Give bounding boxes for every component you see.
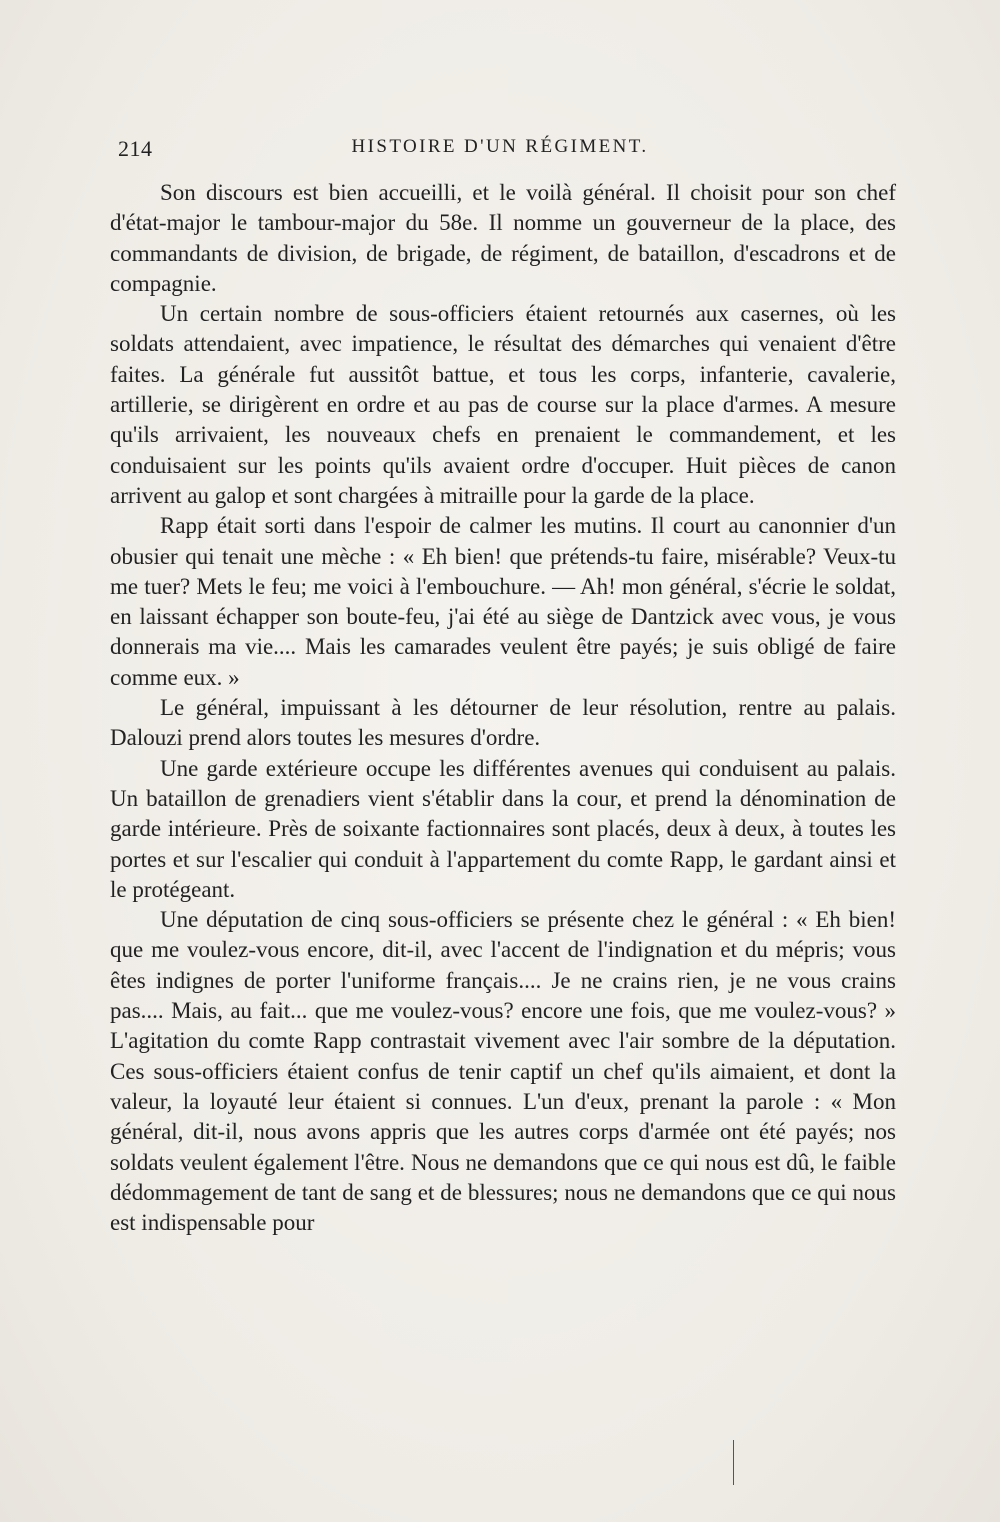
- scan-artifact-line: [733, 1440, 734, 1485]
- page-number: 214: [118, 136, 153, 161]
- running-head: HISTOIRE D'UN RÉGIMENT.: [351, 136, 649, 157]
- paragraph: Le général, impuissant à les détourner de leur résolution, rentre au palais. Dalouzi prend alors toutes les mesures d'ordre.: [110, 695, 896, 751]
- paragraph: Rapp était sorti dans l'espoir de calmer les mutins. Il court au canonnier d'un obusier qui tenait une mèche : « Eh bien! que prétends-tu faire, misérable? Veux-tu me tuer? Mets le feu; me voici à l'embouchure. — Ah! mon général, s'écrie le soldat, en laissant échapper son boute-feu, j'ai été au siège de Dantzick avec vous, je vous donnerais ma vie.... Mais les camarades veulent être payés; je suis obligé de faire comme eux. »: [110, 513, 896, 690]
- paragraph: Une députation de cinq sous-officiers se présente chez le général : « Eh bien! que me voulez-vous encore, dit-il, avec l'accent de l'indignation et du mépris; vous êtes indignes de porter l'uniforme français.... Je ne crains rien, je ne vous crains pas.... Mais, au fait... que me voulez-vous? encore une fois, que me voulez-vous? » L'agitation du comte Rapp contrastait vivement avec l'air sombre de la députation. Ces sous-officiers étaient confus de tenir captif un chef qu'ils aimaient, et dont la valeur, la loyauté leur étaient si connues. L'un d'eux, prenant la parole : « Mon général, dit-il, nous avons appris que les autres corps d'armée ont été payés; nos soldats veulent également l'être. Nous ne demandons que ce qui nous est dû, le faible dédommagement de tant de sang et de blessures; nous ne demandons que ce qui nous est indispensable pour: [110, 907, 896, 1236]
- page-header: [118, 136, 882, 172]
- paragraph: Une garde extérieure occupe les différentes avenues qui conduisent au palais. Un bataillon de grenadiers vient s'établir dans la cour, et prend la dénomination de garde intérieure. Près de soixante factionnaires sont placés, deux à deux, à toutes les portes et sur l'escalier qui conduit à l'appartement du comte Rapp, le gardant ainsi et le protégeant.: [110, 755, 896, 902]
- body-text: [110, 178, 896, 1238]
- paragraph: Son discours est bien accueilli, et le voilà général. Il choisit pour son chef d'état-major le tambour-major du 58e. Il nomme un gouverneur de la place, des commandants de division, de brigade, de régiment, de bataillon, d'escadrons et de compagnie.: [110, 180, 896, 296]
- paragraph: Un certain nombre de sous-officiers étaient retournés aux casernes, où les soldats attendaient, avec impatience, le résultat des démarches qui venaient d'être faites. La générale fut aussitôt battue, et tous les corps, infanterie, cavalerie, artillerie, se dirigèrent en ordre et au pas de course sur la place d'armes. A mesure qu'ils arrivaient, les nouveaux chefs en prenaient le commandement, et les conduisaient sur les points qu'ils avaient ordre d'occuper. Huit pièces de canon arrivent au galop et sont chargées à mitraille pour la garde de la place.: [110, 301, 896, 508]
